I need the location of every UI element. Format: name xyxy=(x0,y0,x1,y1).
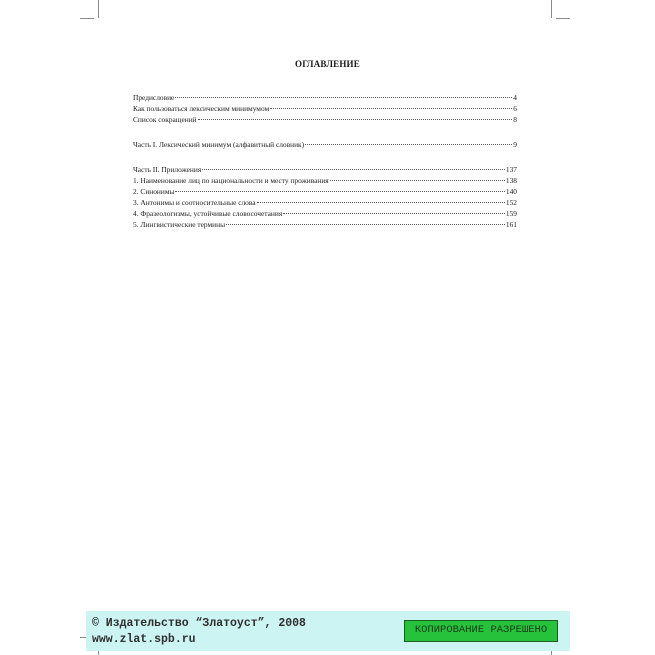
toc-entry-label: Часть II. Приложения xyxy=(133,165,202,174)
toc-entry[interactable] xyxy=(133,175,517,186)
crop-mark-top-right-h xyxy=(556,18,570,19)
toc-leader-dots xyxy=(198,119,513,120)
crop-mark-top-right-v xyxy=(551,0,552,18)
toc-entry[interactable] xyxy=(133,186,517,197)
toc-entry-label: Предисловие xyxy=(133,93,175,102)
toc-entry[interactable] xyxy=(133,103,517,114)
toc-leader-dots xyxy=(283,213,505,214)
toc-entry[interactable] xyxy=(133,114,517,125)
toc-entry-page: 4 xyxy=(513,93,517,102)
toc-entry[interactable] xyxy=(133,92,517,103)
toc-leader-dots xyxy=(175,191,504,192)
toc-entry-label: Часть I. Лексический минимум (алфавитный словник) xyxy=(133,140,305,149)
toc-entry[interactable] xyxy=(133,139,517,150)
toc-leader-dots xyxy=(305,144,512,145)
toc-entry-label: 4. Фразеологизмы, устойчивые словосочетания xyxy=(133,209,283,218)
crop-mark-top-left-v xyxy=(98,0,99,18)
toc-entry-page: 8 xyxy=(513,115,517,124)
toc-leader-dots xyxy=(330,180,505,181)
toc-entry-page: 9 xyxy=(513,140,517,149)
toc-entry-label: Как пользоваться лексическим минимумом xyxy=(133,104,270,113)
toc-entry[interactable] xyxy=(133,197,517,208)
toc-leader-dots xyxy=(270,108,512,109)
toc-entry-page: 6 xyxy=(513,104,517,113)
toc-entry-page: 152 xyxy=(505,198,517,207)
toc-entry-page: 161 xyxy=(505,220,517,229)
toc-entry-page: 138 xyxy=(505,176,517,185)
toc-entry-page: 159 xyxy=(505,209,517,218)
table-of-contents xyxy=(133,92,517,244)
toc-entry-page: 140 xyxy=(505,187,517,196)
toc-entry-label: 3. Антонимы и соотносительные слова xyxy=(133,198,256,207)
toc-group-part-one xyxy=(133,139,517,150)
toc-entry[interactable] xyxy=(133,208,517,219)
copy-permission-badge: КОПИРОВАНИЕ РАЗРЕШЕНО xyxy=(404,620,558,642)
toc-entry-label: 5. Лингвистические термины xyxy=(133,220,226,229)
toc-entry-page: 137 xyxy=(505,165,517,174)
toc-entry-label: 1. Наименование лиц по национальности и месту проживания xyxy=(133,176,329,185)
toc-entry-label: Список сокращений xyxy=(133,115,197,124)
toc-group-front-matter xyxy=(133,92,517,125)
page-title: ОГЛАВЛЕНИЕ xyxy=(295,59,360,69)
toc-entry-label: 2. Синонимы xyxy=(133,187,175,196)
publisher-copyright: © Издательство “Златоуст”, 2008 xyxy=(92,617,306,630)
crop-mark-top-left-h xyxy=(80,18,94,19)
toc-leader-dots xyxy=(226,224,505,225)
toc-group-part-two xyxy=(133,164,517,230)
toc-leader-dots xyxy=(175,97,512,98)
toc-leader-dots xyxy=(202,169,505,170)
publisher-footer xyxy=(86,611,570,651)
toc-entry[interactable] xyxy=(133,164,517,175)
toc-entry[interactable] xyxy=(133,219,517,230)
toc-leader-dots xyxy=(257,202,505,203)
publisher-website-link[interactable]: www.zlat.spb.ru xyxy=(92,633,196,646)
